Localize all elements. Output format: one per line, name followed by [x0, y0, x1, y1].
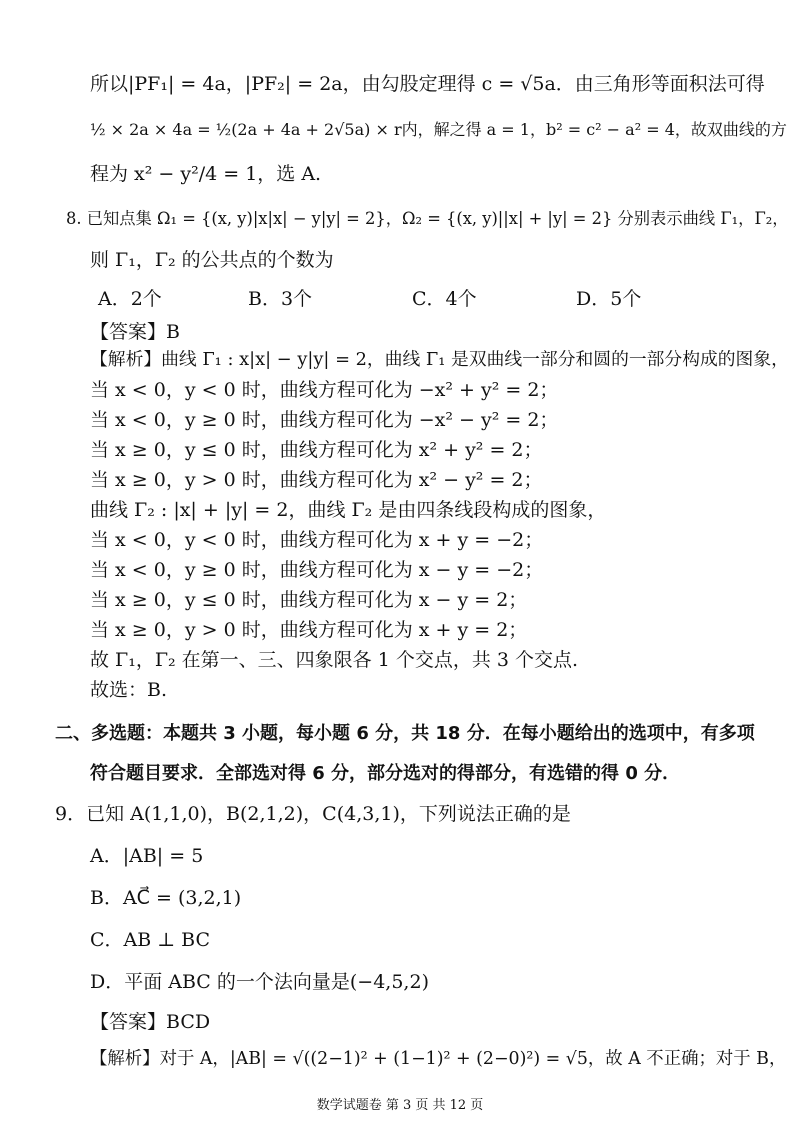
question-9-stem: 9．已知 A(1,1,0)，B(2,1,2)，C(4,3,1)，下列说法正确的是 — [55, 803, 571, 825]
q8-option-a: A．2个 — [98, 288, 162, 310]
q8-analysis-line: 当 x < 0，y ≥ 0 时，曲线方程可化为 x − y = −2； — [90, 559, 544, 581]
q8-option-d: D．5个 — [576, 288, 642, 310]
section-2-heading-cont: 符合题目要求．全部选对得 6 分，部分选对的得部分，有选错的得 0 分． — [90, 763, 681, 784]
q9-option-a: A．|AB| = 5 — [90, 845, 204, 867]
q8-analysis-line: 故选：B. — [90, 679, 168, 701]
q8-option-c: C．4个 — [412, 288, 477, 310]
q9-answer: 【答案】BCD — [90, 1011, 211, 1033]
q8-analysis-line: 当 x < 0，y ≥ 0 时，曲线方程可化为 −x² − y² = 2； — [90, 409, 559, 431]
page-footer: 数学试题卷 第 3 页 共 12 页 — [316, 1098, 484, 1113]
q9-analysis-line: 【解析】对于 A，|AB| = √((2−1)² + (1−1)² + (2−0)²) = √5，故 A 不正确；对于 B， — [90, 1049, 787, 1069]
q8-analysis-line: 当 x ≥ 0，y ≤ 0 时，曲线方程可化为 x² + y² = 2； — [90, 439, 543, 461]
q8-analysis-line: 当 x ≥ 0，y > 0 时，曲线方程可化为 x² − y² = 2； — [90, 469, 543, 491]
q9-option-c: C．AB ⊥ BC — [90, 929, 211, 951]
continued-line-2: ½ × 2a × 4a = ½(2a + 4a + 2√5a) × r内，解之得 a = 1，b² = c² − a² = 4，故双曲线的方 — [90, 120, 787, 139]
q8-analysis-line: 当 x < 0，y < 0 时，曲线方程可化为 x + y = −2； — [90, 529, 544, 551]
q8-analysis-line: 曲线 Γ₂ : |x| + |y| = 2，曲线 Γ₂ 是由四条线段构成的图象， — [90, 499, 607, 521]
q8-analysis-line: 故 Γ₁，Γ₂ 在第一、三、四象限各 1 个交点，共 3 个交点. — [90, 649, 579, 671]
q8-analysis-line: 当 x ≥ 0，y > 0 时，曲线方程可化为 x + y = 2； — [90, 619, 528, 641]
q9-option-b: B．AC⃗ = (3,2,1) — [90, 887, 242, 909]
q8-analysis-line: 【解析】曲线 Γ₁ : x|x| − y|y| = 2，曲线 Γ₁ 是双曲线一部分和圆的一部分构成的图象， — [90, 349, 789, 370]
q8-option-b: B．3个 — [248, 288, 313, 310]
question-8-stem-cont: 则 Γ₁，Γ₂ 的公共点的个数为 — [90, 249, 334, 271]
q8-analysis-line: 当 x ≥ 0，y ≤ 0 时，曲线方程可化为 x − y = 2； — [90, 589, 528, 611]
section-2-heading: 二、多选题：本题共 3 小题，每小题 6 分，共 18 分．在每小题给出的选项中，有多项 — [55, 723, 755, 744]
continued-line-1: 所以|PF₁| = 4a，|PF₂| = 2a，由勾股定理得 c = √5a．由三角形等面积法可得 — [90, 73, 765, 95]
q8-analysis-line: 当 x < 0，y < 0 时，曲线方程可化为 −x² + y² = 2； — [90, 379, 559, 401]
q8-answer: 【答案】B — [90, 321, 180, 343]
q9-option-d: D．平面 ABC 的一个法向量是(−4,5,2) — [90, 971, 429, 993]
continued-line-3: 程为 x² − y²/4 = 1，选 A. — [90, 163, 322, 185]
question-8-stem: 8. 已知点集 Ω₁ = {(x, y)|x|x| − y|y| = 2}，Ω₂ = {(x, y)||x| + |y| = 2} 分别表示曲线 Γ₁，Γ₂， — [66, 209, 789, 228]
